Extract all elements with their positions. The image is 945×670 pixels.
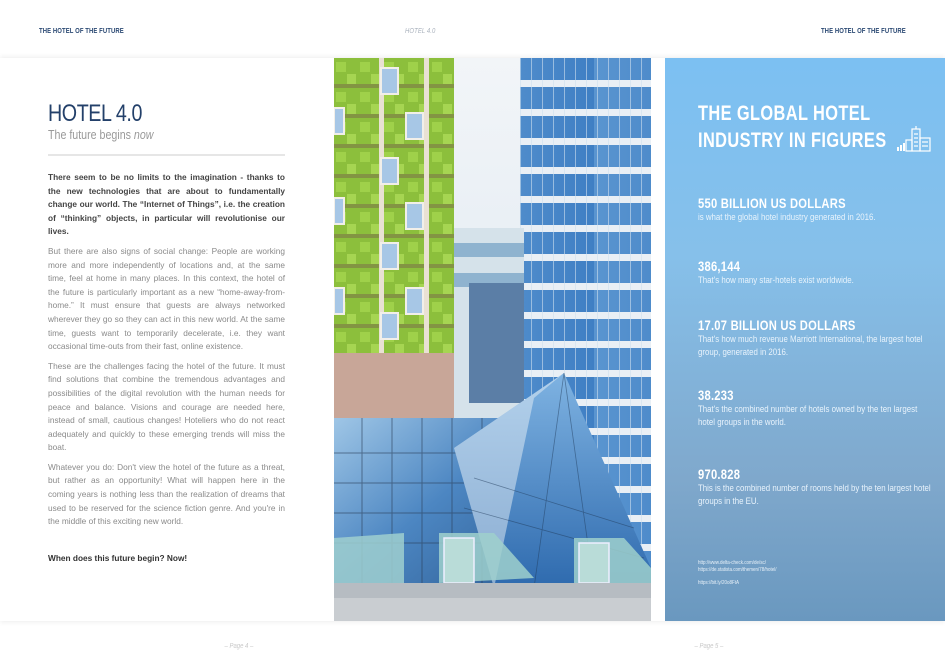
subtitle-emphasis: now [133,127,154,142]
left-page-article [48,100,285,563]
stat-item [698,195,938,224]
stat-item [698,258,938,287]
magazine-spread [0,58,945,621]
stat-description: That's the combined number of hotels owned by the ten largest hotel groups in the world. [698,404,918,428]
stat-value: 17.07 BILLION US DOLLARS [698,317,856,333]
stat-description: That's how many star-hotels exist worldwide. [698,275,854,286]
source-link[interactable]: https://de.statista.com/themen/78/hotel/ [698,567,777,573]
page-subtitle [48,127,242,143]
figures-title [698,100,887,154]
body-paragraph: Whatever you do: Don't view the hotel of the future as a threat, but rather as an opportunity! What will happen here in the coming years is nothing less than the realization of dreams that used to be reserved for the science fiction genre. And you're in the middle of this exciting new world. [48,461,285,527]
stat-value: 38.233 [698,387,734,403]
figures-title-line2: INDUSTRY IN FIGURES [698,129,887,152]
stat-item [698,317,938,359]
stat-description: That's how much revenue Marriott International, the largest hotel group, generated in 2016. [698,334,923,358]
city-buildings-icon [896,126,932,152]
running-header-left: THE HOTEL OF THE FUTURE [39,28,124,35]
source-link[interactable]: http://www.delta-check.com/de/sc/ [698,560,767,566]
sources-list [698,560,777,587]
architecture-photo [334,58,651,621]
figures-title-line1: THE GLOBAL HOTEL [698,102,871,125]
stat-value: 550 BILLION US DOLLARS [698,195,846,211]
subtitle-text: The future begins [48,127,134,142]
page-number-left: – Page 4 – [224,643,254,650]
lead-paragraph: There seem to be no limits to the imagination - thanks to the new technologies that are about to fundamentally change our world. The “Internet of Things”, i.e. the creation of “thinking” objects, in particular will revolutionise our lives. [48,172,285,237]
stat-description: This is the combined number of rooms held by the ten largest hotel groups in the EU. [698,483,931,507]
page-title: HOTEL 4.0 [48,100,143,127]
stat-item [698,387,938,429]
stat-description: is what the global hotel industry generated in 2016. [698,212,876,223]
body-paragraph: But there are also signs of social change: People are working more and more independently of locations and, at the same time, feel at home in many places. In this context, the hotel of the future is particularly important as a new “home-away-from-home.” It must ensure that guests are always networked wherever they go so they can act in this new world. At the same time, guests want to temporarily decelerate, i.e. they want occasional time-outs from their fast, online existence. [48,245,285,352]
body-paragraph: These are the challenges facing the hotel of the future. It must find solutions that combine the tremendous advantages and possibilities of the digital revolution with the human needs for peace and balance. Visions and courage are needed here, instead of small, cautious changes! Hoteliers who do not react adequately and quickly to these emerging trends will miss the boat. [48,360,285,453]
source-link[interactable]: https://bit.ly/20o8FtA [698,580,740,586]
stat-item [698,466,938,508]
article-body [48,171,285,529]
running-header-center: HOTEL 4.0 [405,28,436,35]
page-number-right: – Page 5 – [694,643,724,650]
figures-panel [665,58,945,621]
closing-line: When does this future begin? Now! [48,552,188,563]
stat-value: 970.828 [698,466,741,482]
stat-value: 386,144 [698,258,741,274]
running-header-right: THE HOTEL OF THE FUTURE [821,28,906,35]
photo-image [334,58,651,621]
title-divider [48,154,285,156]
